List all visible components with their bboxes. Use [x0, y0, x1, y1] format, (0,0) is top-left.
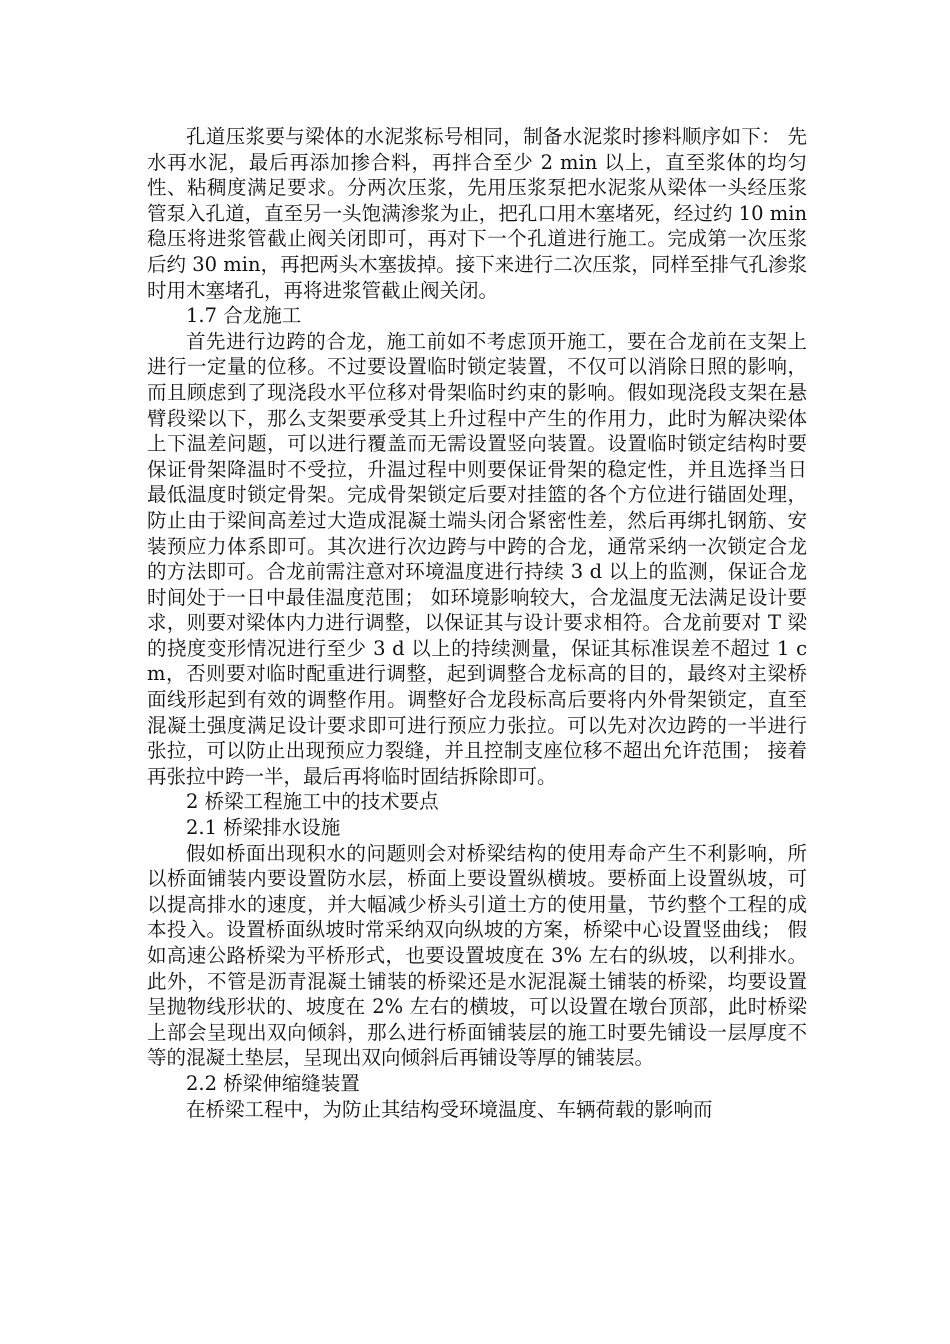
paragraph-drainage: 假如桥面出现积水的问题则会对桥梁结构的使用寿命产生不利影响，所以桥面铺装内要设置防水层，桥面上要设置纵横坡。要桥面上设置纵坡，可以提高排水的速度，并大幅减少桥头引道土方的使用量，节约整个工程的成本投入。设置桥面纵坡时常采纳双向纵坡的方案，桥梁中心设置竖曲线； 假如高速公路桥梁为平桥形式，也要设置坡度在 3% 左右的纵坡，以利排水。此外，不管是沥青混凝土铺装的桥梁还是水泥混凝土铺装的桥梁，均要设置呈抛物线形状的、坡度在 2% 左右的横坡，可以设置在墩台顶部，此时桥梁上部会呈现出双向倾斜，那么进行桥面铺装层的施工时要先铺设一层厚度不等的混凝土垫层，呈现出双向倾斜后再铺设等厚的铺装层。 [147, 841, 807, 1070]
paragraph-grouting: 孔道压浆要与梁体的水泥浆标号相同，制备水泥浆时掺料顺序如下： 先水再水泥，最后再添加掺合料，再拌合至少 2 min 以上，直至浆体的均匀性、粘稠度满足要求。分两次压浆，先用压浆泵把水泥浆从梁体一头经压浆管泵入孔道，直至另一头饱满渗浆为止，把孔口用木塞堵死，经过约 10 min 稳压将进浆管截止阀关闭即可，再对下一个孔道进行施工。完成第一次压浆后约 30 min，再把两头木塞拔掉。接下来进行二次压浆，同样至排气孔渗浆时用木塞堵孔，再将进浆管截止阀关闭。 [147, 125, 807, 302]
paragraph-closure-construction: 首先进行边跨的合龙，施工前如不考虑顶开施工，要在合龙前在支架上进行一定量的位移。不过要设置临时锁定装置，不仅可以消除日照的影响，而且顾虑到了现浇段水平位移对骨架临时约束的影响。假如现浇段支架在悬臂段梁以下，那么支架要承受其上升过程中产生的作用力，此时为解决梁体上下温差问题，可以进行覆盖而无需设置竖向装置。设置临时锁定结构时要保证骨架降温时不受拉，升温过程中则要保证骨架的稳定性，并且选择当日最低温度时锁定骨架。完成骨架锁定后要对挂篮的各个方位进行锚固处理，防止由于梁间高差过大造成混凝土端头闭合紧密性差，然后再绑扎钢筋、安装预应力体系即可。其次进行次边跨与中跨的合龙，通常采纳一次锁定合龙的方法即可。合龙前需注意对环境温度进行持续 3 d 以上的监测，保证合龙时间处于一日中最佳温度范围； 如环境影响较大，合龙温度无法满足设计要求，则要对梁体内力进行调整，以保证其与设计要求相符。合龙前要对 T 梁的挠度变形情况进行至少 3 d 以上的持续测量，保证其标准误差不超过 1 cm，否则要对临时配重进行调整，起到调整合龙标高的目的，最终对主梁桥面线形起到有效的调整作用。调整好合龙段标高后要将内外骨架锁定，直至混凝土强度满足设计要求即可进行预应力张拉。可以先对次边跨的一半进行张拉，可以防止出现预应力裂缝，并且控制支座位移不超出允许范围； 接着再张拉中跨一半，最后再将临时固结拆除即可。 [147, 329, 807, 788]
paragraph-expansion-joint: 在桥梁工程中，为防止其结构受环境温度、车辆荷载的影响而 [186, 1097, 713, 1121]
section-heading-2: 2 桥梁工程施工中的技术要点 [186, 790, 439, 814]
section-heading-2-1: 2.1 桥梁排水设施 [186, 816, 341, 840]
section-heading-1-7: 1.7 合龙施工 [186, 304, 302, 328]
section-heading-2-2: 2.2 桥梁伸缩缝装置 [186, 1071, 360, 1095]
document-page [147, 124, 807, 1122]
